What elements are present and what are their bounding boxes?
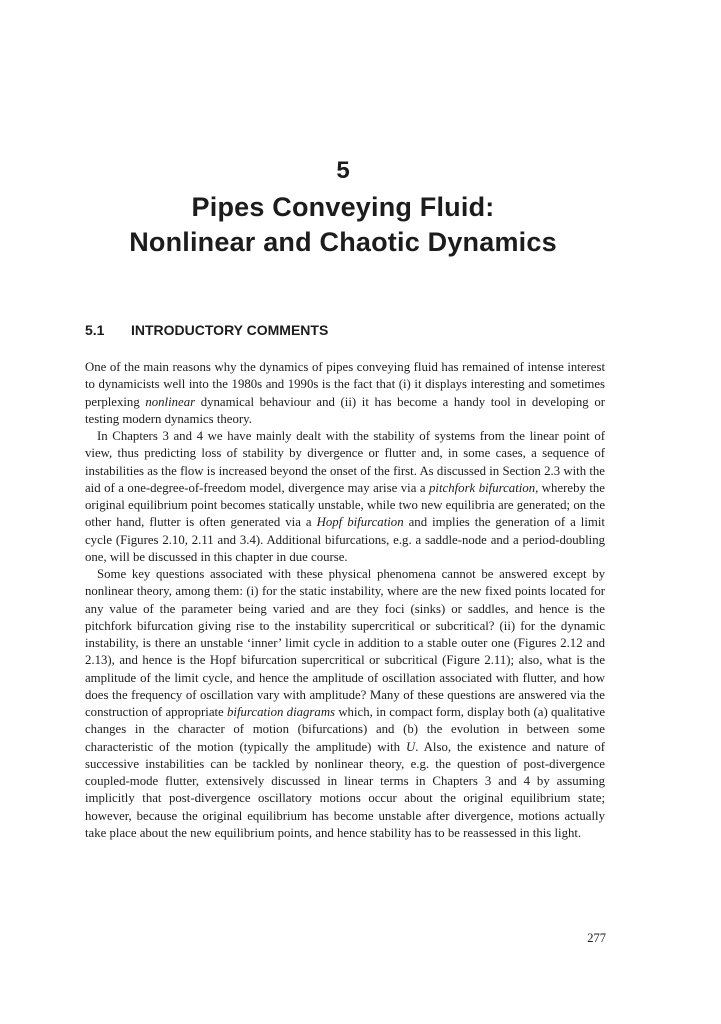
emphasis-term: bifurcation diagrams	[227, 705, 336, 719]
body-text	[85, 359, 605, 842]
chapter-title	[0, 190, 686, 260]
section-number: 5.1	[85, 322, 105, 338]
text-run: One of the main reasons why the dynamics of pipes conveying fluid has remained of intense interest to dynamicists well into the 1980s and 1990s is the fact that (i) it displays interesting and sometimes perplexing	[85, 360, 605, 409]
emphasis-term: Hopf bifurcation	[316, 515, 404, 530]
page-number: 277	[587, 931, 606, 945]
chapter-title-line-1: Pipes Conveying Fluid:	[191, 192, 495, 222]
text-run: which, in compact form, display both (a) qualitative changes in the character of motion (bifurcations) and (b) the evolution in between some characteristic of the motion (typically the amplitude) with	[85, 705, 606, 754]
emphasis-term: U	[406, 739, 416, 754]
text-run: , whereby the original equilibrium point becomes statically unstable, while two new equilibria are generated; on the other hand, flutter is often generated via a	[85, 480, 605, 530]
paragraph-2	[85, 428, 605, 566]
chapter-number: 5	[336, 157, 350, 184]
section-title: INTRODUCTORY COMMENTS	[131, 322, 329, 338]
text-run: and implies the generation of a limit cycle (Figures 2.10, 2.11 and 3.4). Additional bifurcations, e.g. a saddle-node and a period-doubling one, will be discussed in this chapter in due course.	[85, 515, 605, 564]
text-run: In Chapters 3 and 4 we have mainly dealt with the stability of systems from the linear point of view, thus predicting loss of stability by divergence or flutter and, in some cases, a sequence of instabilities as the flow is increased beyond the onset of the first. As discussed in Section 2.3 with the aid of a one-degree-of-freedom model, divergence may arise via a	[85, 429, 605, 495]
paragraph-3	[85, 566, 605, 842]
emphasis-term: pitchfork bifurcation	[429, 480, 536, 495]
emphasis-term: nonlinear	[145, 394, 196, 409]
text-run: dynamical behaviour and (ii) it has become a handy tool in developing or testing modern dynamics theory.	[85, 394, 605, 426]
chapter-title-line-2: Nonlinear and Chaotic Dynamics	[129, 227, 557, 257]
text-run: Some key questions associated with these physical phenomena cannot be answered except by nonlinear theory, among them: (i) for the static instability, where are the new fixed points located for any value of the parameter being varied and are they foci (sinks) or saddles, and hence is the pitchfork bifurcation giving rise to the instability supercritical or subcritical? (ii) for the dynamic instability, is there an unstable ‘inner’ limit cycle in addition to a stable outer one (Figures 2.12 and 2.13), and hence is the Hopf bifurcation supercritical or subcritical (Figure 2.11); also, what is the amplitude of the limit cycle, and hence the amplitude of oscillation associated with flutter, and how does the frequency of oscillation vary with amplitude? Many of these questions are answered via the construction of appropriate	[85, 567, 605, 719]
text-run: . Also, the existence and nature of successive instabilities can be tackled by nonlinear theory, e.g. the question of post-divergence coupled-mode flutter, extensively discussed in linear terms in Chapters 3 and 4 by assuming implicitly that post-divergence oscillatory motions occur about the original equilibrium state; however, because the original equilibrium has become unstable after divergence, motions actually take place about the new equilibrium points, and hence stability has to be reassessed in this light.	[85, 739, 605, 840]
paragraph-1	[85, 359, 605, 428]
section-heading	[85, 320, 328, 340]
